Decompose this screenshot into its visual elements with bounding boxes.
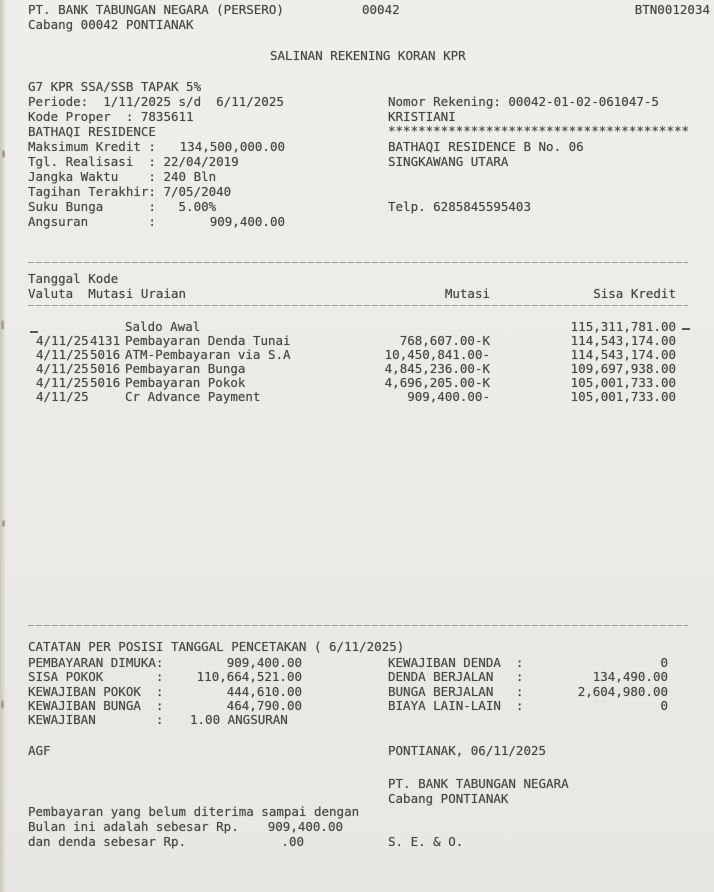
document-code: BTN0012034 — [634, 2, 710, 17]
row-mutasi: 10,450,841.00- — [384, 347, 490, 362]
table-header-sisa-kredit: Sisa Kredit — [593, 286, 676, 301]
summary-value-bunga-berjalan: 2,604,980.00 — [577, 684, 668, 699]
angsuran-value: 909,400.00 — [209, 214, 285, 229]
summary-label-kewajiban-denda: KEWAJIBAN DENDA : — [388, 655, 524, 670]
row-uraian: Pembayaran Denda Tunai — [125, 333, 291, 348]
table-top-rule — [28, 262, 688, 263]
scan-speck — [1, 700, 4, 709]
outstanding-note-line3-value: .00 — [281, 834, 304, 849]
branch-code: 00042 — [362, 2, 400, 17]
kode-proper-line: Kode Proper : 7835611 — [28, 109, 194, 124]
outstanding-note-line1: Pembayaran yang belum diterima sampai dengan — [28, 804, 360, 819]
periode-line: Periode: 1/11/2025 s/d 6/11/2025 — [28, 94, 284, 109]
row-date: 4/11/25 — [36, 333, 89, 348]
document-title: SALINAN REKENING KORAN KPR — [270, 48, 466, 63]
phone-line: Telp. 6285845595403 — [388, 199, 531, 214]
row-kode: 5016 — [90, 375, 121, 390]
row-sisa-kredit: 115,311,781.00 — [570, 319, 676, 334]
summary-title: CATATAN PER POSISI TANGGAL PENCETAKAN ( 6/11/2025) — [28, 639, 405, 654]
summary-label-bunga-berjalan: BUNGA BERJALAN : — [388, 684, 524, 699]
print-artifact-dash — [30, 331, 38, 333]
address-line-1: BATHAQI RESIDENCE B No. 06 — [388, 139, 584, 154]
summary-label-kewajiban: KEWAJIBAN : — [28, 712, 164, 727]
row-mutasi: 4,696,205.00-K — [384, 375, 490, 390]
summary-label-kewajiban-pokok: KEWAJIBAN POKOK : — [28, 684, 164, 699]
signature-branch: Cabang PONTIANAK — [388, 791, 509, 806]
city-date: PONTIANAK, 06/11/2025 — [388, 743, 547, 758]
summary-label-kewajiban-bunga: KEWAJIBAN BUNGA : — [28, 698, 164, 713]
table-header-rule — [28, 305, 688, 306]
summary-value-kewajiban-bunga: 464,790.00 — [226, 698, 302, 713]
table-header-mutasi: Mutasi — [444, 286, 490, 301]
row-uraian: ATM-Pembayaran via S.A — [125, 347, 291, 362]
row-date: 4/11/25 — [36, 361, 89, 376]
tgl-realisasi-line: Tgl. Realisasi : 22/04/2019 — [28, 154, 239, 169]
summary-top-rule — [28, 625, 688, 626]
scan-speck — [2, 150, 5, 158]
row-date: 4/11/25 — [36, 347, 89, 362]
row-sisa-kredit: 114,543,174.00 — [570, 333, 676, 348]
row-date: 4/11/25 — [36, 389, 89, 404]
row-mutasi: 4,845,236.00-K — [384, 361, 490, 376]
summary-label-biaya-lain: BIAYA LAIN-LAIN : — [388, 698, 524, 713]
branch-line: Cabang 00042 PONTIANAK — [28, 17, 194, 32]
row-sisa-kredit: 105,001,733.00 — [570, 389, 676, 404]
agf-label: AGF — [28, 743, 51, 758]
row-uraian: Cr Advance Payment — [125, 389, 261, 404]
row-kode: 5016 — [90, 347, 121, 362]
scan-speck — [2, 520, 5, 527]
summary-label-sisa-pokok: SISA POKOK : — [28, 669, 164, 684]
address-line-2: SINGKAWANG UTARA — [388, 154, 509, 169]
product-name: G7 KPR SSA/SSB TAPAK 5% — [28, 79, 202, 94]
summary-label-pembayaran-dimuka: PEMBAYARAN DIMUKA: — [28, 655, 164, 670]
table-header-line1: Tanggal Kode — [28, 271, 119, 286]
row-sisa-kredit: 105,001,733.00 — [570, 375, 676, 390]
row-uraian: Pembayaran Pokok — [125, 375, 246, 390]
row-kode: 4131 — [90, 333, 121, 348]
row-date: 4/11/25 — [36, 375, 89, 390]
row-uraian: Saldo Awal — [125, 319, 201, 334]
table-header-line2: Valuta Mutasi Uraian — [28, 286, 187, 301]
row-kode: 5016 — [90, 361, 121, 376]
summary-value-kewajiban: 1.00 ANGSURAN — [190, 712, 288, 727]
asterisk-separator: **************************************** — [388, 123, 690, 138]
maksimum-kredit-label: Maksimum Kredit : — [28, 139, 156, 154]
scan-speck — [1, 320, 4, 330]
row-sisa-kredit: 114,543,174.00 — [570, 347, 676, 362]
bank-name: PT. BANK TABUNGAN NEGARA (PERSERO) — [28, 2, 284, 17]
summary-value-pembayaran-dimuka: 909,400.00 — [226, 655, 302, 670]
project-name: BATHAQI RESIDENCE — [28, 124, 156, 139]
seo-label: S. E. & O. — [388, 834, 464, 849]
tagihan-terakhir-line: Tagihan Terakhir: 7/05/2040 — [28, 184, 232, 199]
row-sisa-kredit: 109,697,938.00 — [570, 361, 676, 376]
outstanding-note-line2-value: 909,400.00 — [267, 819, 343, 834]
summary-value-denda-berjalan: 134,490.00 — [592, 669, 668, 684]
signature-bank-name: PT. BANK TABUNGAN NEGARA — [388, 776, 569, 791]
summary-value-sisa-pokok: 110,664,521.00 — [196, 669, 302, 684]
row-uraian: Pembayaran Bunga — [125, 361, 246, 376]
summary-label-denda-berjalan: DENDA BERJALAN : — [388, 669, 524, 684]
angsuran-label: Angsuran : — [28, 214, 156, 229]
customer-name: KRISTIANI — [388, 109, 456, 124]
summary-value-kewajiban-pokok: 444,610.00 — [226, 684, 302, 699]
nomor-rekening-line: Nomor Rekening: 00042-01-02-061047-5 — [388, 94, 659, 109]
row-mutasi: 768,607.00-K — [399, 333, 490, 348]
summary-value-kewajiban-denda: 0 — [660, 655, 668, 670]
jangka-waktu-line: Jangka Waktu : 240 Bln — [28, 169, 217, 184]
row-mutasi: 909,400.00- — [407, 389, 490, 404]
scan-edge-shadow — [0, 0, 6, 892]
suku-bunga-line: Suku Bunga : 5.00% — [28, 199, 217, 214]
outstanding-note-line2-label: Bulan ini adalah sebesar Rp. — [28, 819, 239, 834]
print-artifact-underscore — [682, 328, 690, 330]
outstanding-note-line3-label: dan denda sebesar Rp. — [28, 834, 187, 849]
maksimum-kredit-value: 134,500,000.00 — [179, 139, 285, 154]
summary-value-biaya-lain: 0 — [660, 698, 668, 713]
